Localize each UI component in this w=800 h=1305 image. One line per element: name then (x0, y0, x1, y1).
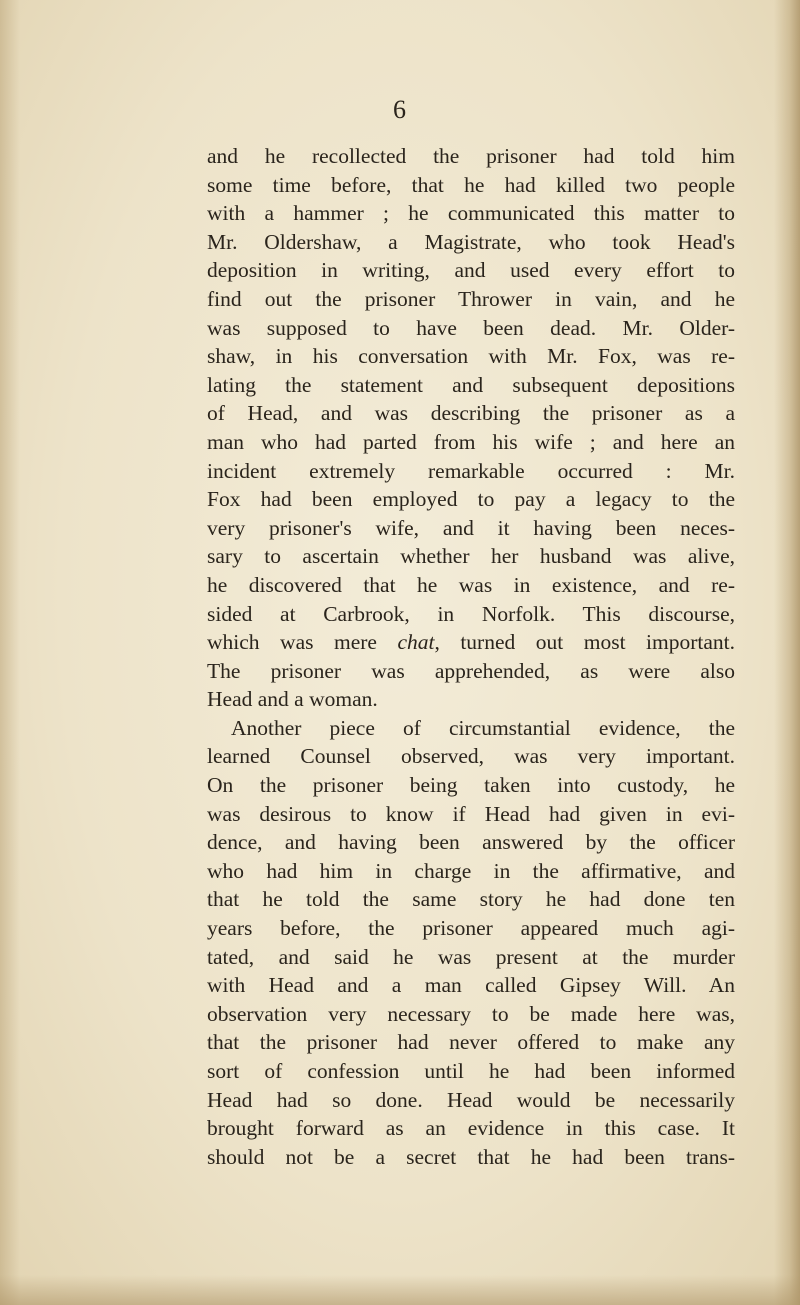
text-line: was supposed to have been dead. Mr. Older- (207, 315, 735, 340)
text-line: On the prisoner being taken into custody, he (207, 773, 735, 798)
text-line: of Head, and was describing the prisoner as a (207, 401, 735, 426)
page-edge-left (0, 0, 20, 1305)
text-line: lating the statement and subsequent depositions (207, 372, 735, 397)
page-number: 6 (393, 95, 407, 124)
text-line: learned Counsel observed, was very important. (207, 744, 735, 769)
text-line: and he recollected the prisoner had told him (207, 144, 735, 168)
text-line: find out the prisoner Thrower in vain, and he (207, 286, 735, 311)
text-line: very prisoner's wife, and it having been neces- (207, 515, 735, 540)
text-line: shaw, in his conversation with Mr. Fox, was re- (207, 344, 735, 369)
paragraph (207, 142, 735, 714)
text-line: brought forward as an evidence in this case. It (207, 1116, 735, 1141)
text-line: dence, and having been answered by the officer (207, 830, 735, 855)
text-line (207, 628, 735, 657)
text-line: Mr. Oldershaw, a Magistrate, who took Head's (207, 229, 735, 254)
text-line: sort of confession until he had been informed (207, 1059, 735, 1083)
text-line: man who had parted from his wife ; and here an (207, 429, 735, 454)
paragraph (207, 714, 735, 1172)
text-run: which was mere (207, 630, 398, 655)
text-line: Head had so done. Head would be necessarily (207, 1087, 735, 1112)
text-line: Another piece of circumstantial evidence, the (231, 715, 735, 740)
body-text (207, 142, 735, 1171)
text-line: with Head and a man called Gipsey Will. An (207, 973, 735, 998)
text-line: was desirous to know if Head had given in evi- (207, 801, 735, 826)
text-line: that he told the same story he had done ten (207, 887, 735, 912)
text-line: years before, the prisoner appeared much agi- (207, 916, 735, 941)
page-edge-bottom (0, 1275, 800, 1305)
text-line: incident extremely remarkable occurred : Mr. (207, 458, 735, 483)
text-line: he discovered that he was in existence, and re- (207, 572, 735, 597)
text-line: deposition in writing, and used every effort to (207, 258, 735, 283)
italic-word: chat (397, 630, 435, 655)
text-line: sary to ascertain whether her husband was alive, (207, 544, 735, 569)
text-line: who had him in charge in the affirmative, and (207, 858, 735, 883)
text-line: observation very necessary to be made here was, (207, 1001, 735, 1026)
text-line: some time before, that he had killed two people (207, 172, 735, 197)
text-line: should not be a secret that he had been trans- (207, 1144, 735, 1169)
text-run: , turned out most important. (434, 630, 736, 655)
text-line: sided at Carbrook, in Norfolk. This discourse, (207, 601, 735, 626)
text-line: The prisoner was apprehended, as were also (207, 658, 735, 683)
text-line: tated, and said he was present at the murder (207, 944, 735, 969)
page-edge-right (774, 0, 800, 1305)
text-line: that the prisoner had never offered to make any (207, 1030, 735, 1055)
text-line: Head and a woman. (207, 687, 378, 712)
text-line: Fox had been employed to pay a legacy to the (207, 487, 735, 512)
text-line: with a hammer ; he communicated this matter to (207, 201, 735, 226)
